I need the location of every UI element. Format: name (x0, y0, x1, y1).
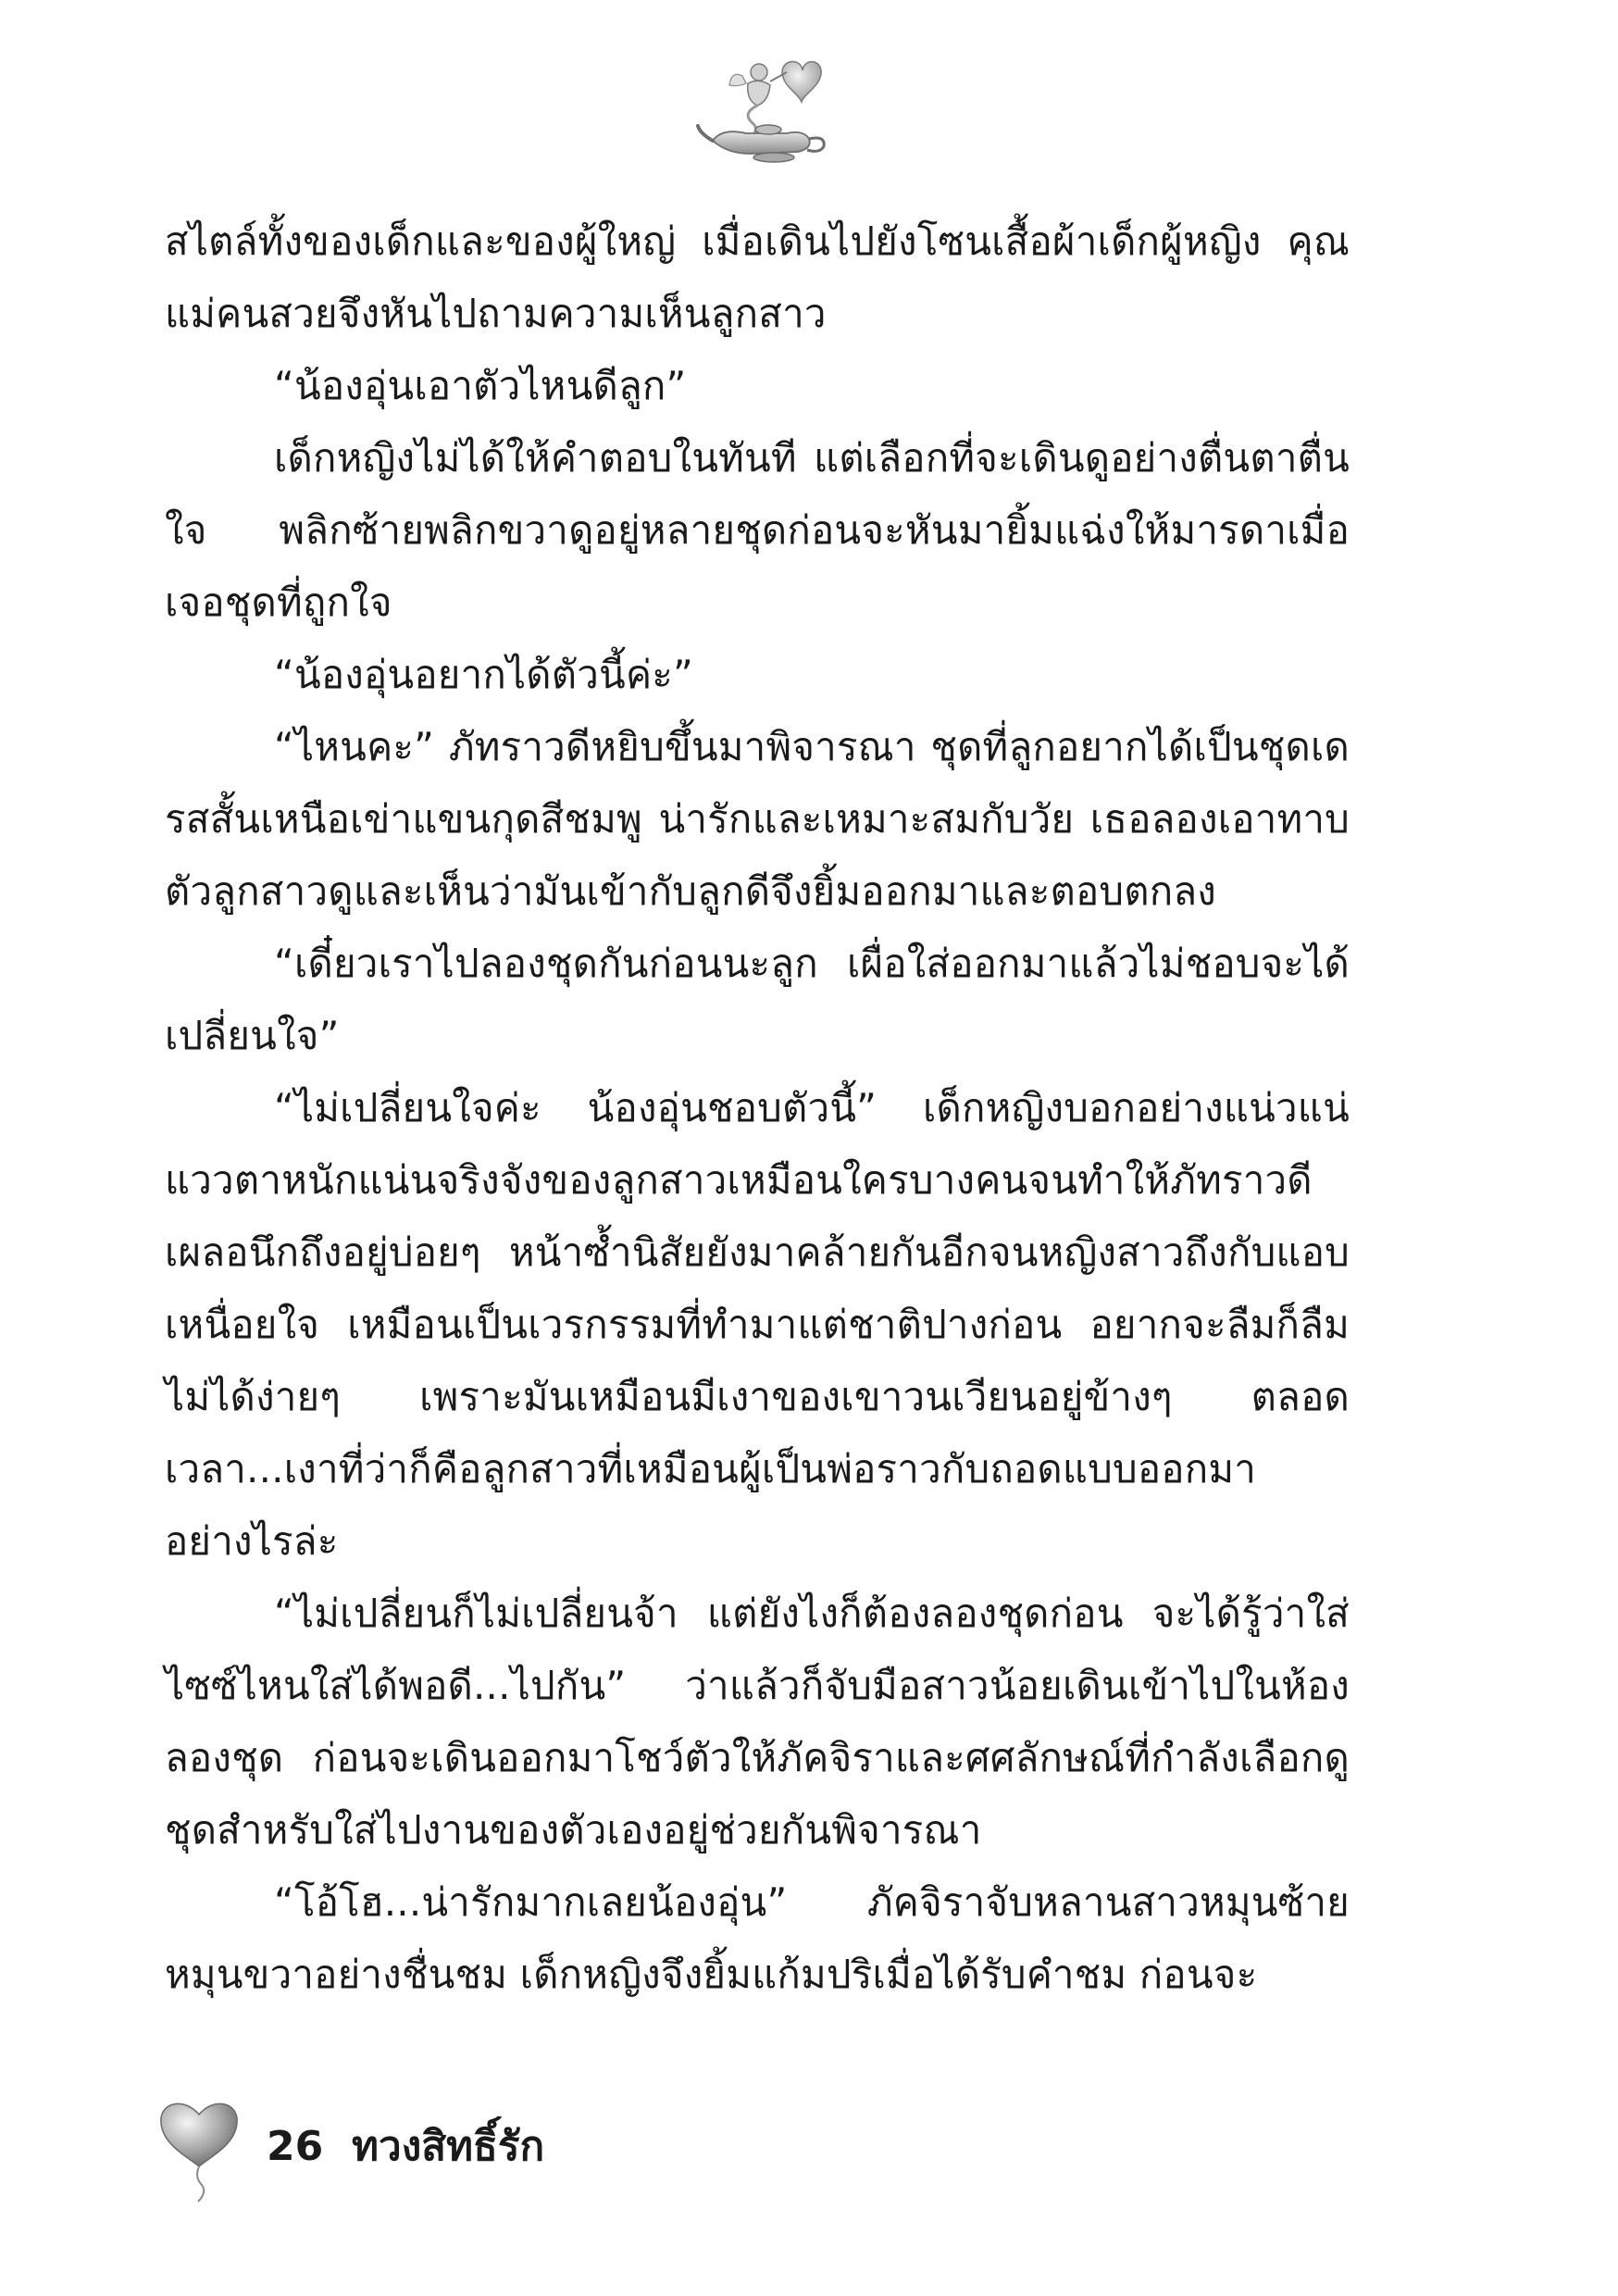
page-body-text (165, 206, 1350, 2011)
paragraph-6: “เดี๋ยวเราไปลองชุดกันก่อนนะลูก เผื่อใส่ออกมาแล้วไม่ชอบจะได้เปลี่ยนใจ” (165, 941, 1350, 1058)
paragraph-2: “น้องอุ่นเอาตัวไหนดีลูก” (274, 363, 687, 408)
paragraph-5: “ไหนคะ” ภัทราวดีหยิบขึ้นมาพิจารณา ชุดที่ลูกอยากได้เป็นชุดเดรสสั้นเหนือเข่าแขนกุดสีชมพู น่ารักและเหมาะสมกับวัย เธอลองเอาทาบตัวลูกสาวดูและเห็นว่ามันเข้ากับลูกดีจึงยิ้มออกมาและตอบตกลง (165, 724, 1350, 914)
paragraph-9: “โอ้โฮ...น่ารักมากเลยน้องอุ่น” ภัคจิราจับหลานสาวหมุนซ้ายหมุนขวาอย่างชื่นชม เด็กหญิงจึงยิ้มแก้มปริเมื่อได้รับคำชม ก่อนจะ (165, 1879, 1350, 1997)
genie-lamp-cupid-icon (694, 44, 833, 174)
page-footer (157, 2094, 805, 2205)
paragraph-3: เด็กหญิงไม่ได้ให้คำตอบในทันที แต่เลือกที่จะเดินดูอย่างตื่นตาตื่นใจ พลิกซ้ายพลิกขวาดูอยู่หลายชุดก่อนจะหันมายิ้มแฉ่งให้มารดาเมื่อเจอชุดที่ถูกใจ (165, 435, 1350, 625)
paragraph-4: “น้องอุ่นอยากได้ตัวนี้ค่ะ” (274, 652, 693, 697)
book-title: ทวงสิทธิ์รัก (352, 2123, 545, 2170)
heart-balloon-icon (157, 2094, 241, 2205)
page-number: 26 (267, 2123, 324, 2170)
paragraph-7: “ไม่เปลี่ยนใจค่ะ น้องอุ่นชอบตัวนี้” เด็กหญิงบอกอย่างแน่วแน่ แววตาหนักแน่นจริงจังของลูกสาวเหมือนใครบางคนจนทำให้ภัทราวดีเผลอนึกถึงอยู่บ่อยๆ หน้าซ้ำนิสัยยังมาคล้ายกันอีกจนหญิงสาวถึงกับแอบเหนื่อยใจ เหมือนเป็นเวรกรรมที่ทำมาแต่ชาติปางก่อน อยากจะลืมก็ลืมไม่ได้ง่ายๆ เพราะมันเหมือนมีเงาของเขาวนเวียนอยู่ข้างๆ ตลอดเวลา...เงาที่ว่าก็คือลูกสาวที่เหมือนผู้เป็นพ่อราวกับถอดแบบออกมาอย่างไรล่ะ (165, 1085, 1350, 1564)
paragraph-8: “ไม่เปลี่ยนก็ไม่เปลี่ยนจ้า แต่ยังไงก็ต้องลองชุดก่อน จะได้รู้ว่าใส่ไซซ์ไหนใส่ได้พอดี...ไปกัน” ว่าแล้วก็จับมือสาวน้อยเดินเข้าไปในห้องลองชุด ก่อนจะเดินออกมาโชว์ตัวให้ภัคจิราและศศลักษณ์ที่กำลังเลือกดูชุดสำหรับใส่ไปงานของตัวเองอยู่ช่วยกันพิจารณา (165, 1591, 1350, 1853)
paragraph-1: สไตล์ทั้งของเด็กและของผู้ใหญ่ เมื่อเดินไปยังโซนเสื้อผ้าเด็กผู้หญิง คุณแม่คนสวยจึงหันไปถามความเห็นลูกสาว (165, 218, 1350, 336)
